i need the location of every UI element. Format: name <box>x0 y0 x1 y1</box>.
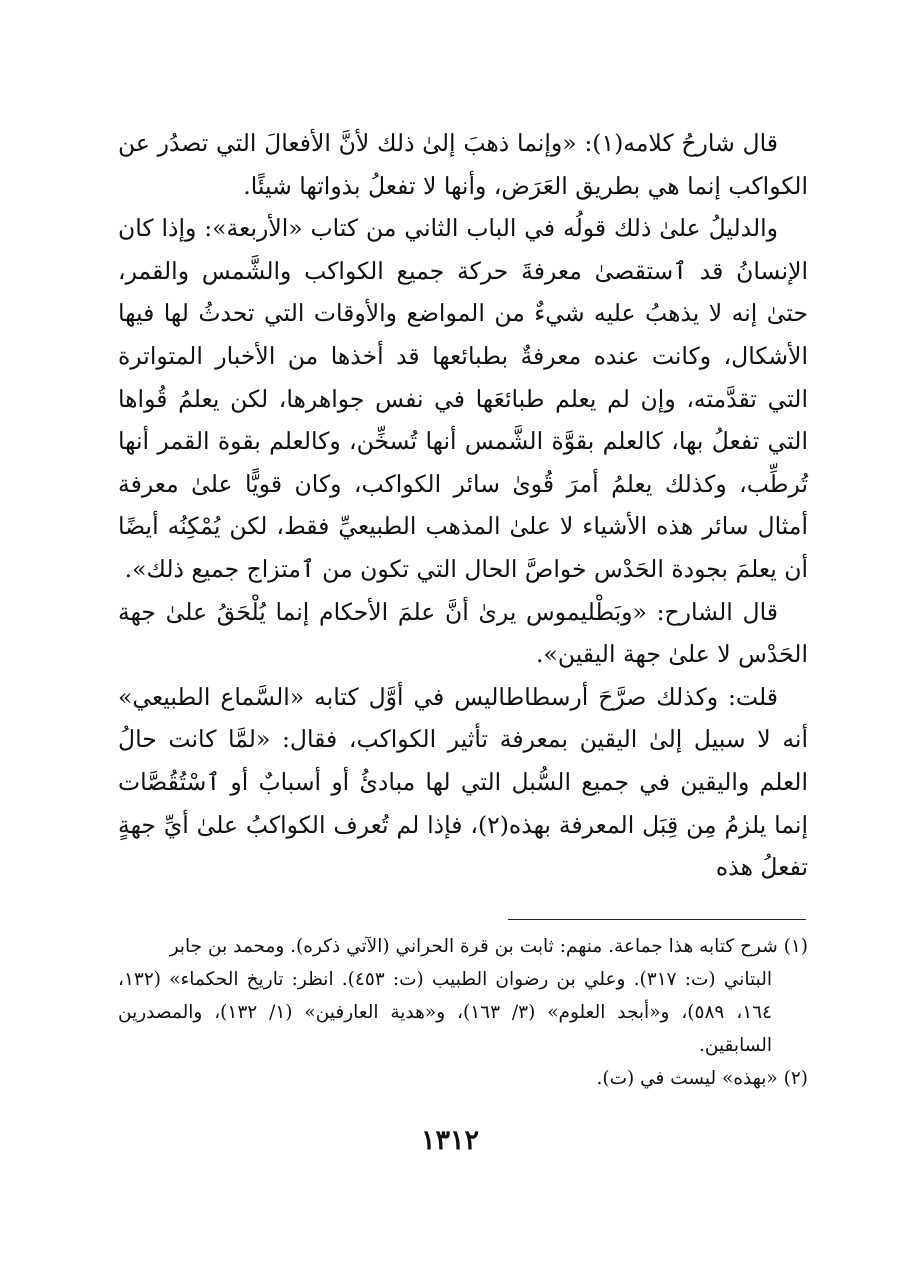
page-number: ١٣١٢ <box>420 1125 479 1156</box>
main-text <box>118 122 808 889</box>
paragraph-3: قال الشارح: «وبَطْليموس يرىٰ أنَّ علمَ الأحكام إنما يُلْحَقُ علىٰ جهة الحَدْس لا علىٰ جهة اليقين». <box>118 597 808 669</box>
footnotes <box>118 930 808 1095</box>
paragraph-4: قلت: وكذلك صرَّحَ أرسطاطاليس في أوَّل كتابه «السَّماع الطبيعي» أنه لا سبيل إلىٰ اليقين بمعرفة تأثير الكواكب، فقال: «لمَّا كانت حالُ العلم واليقين في جميع السُّبل التي لها مبادئُ أو أسبابٌ أو ٱسْتُقُصَّات إنما يلزمُ مِن قِبَل المعرفة بهذه(٢)، فإذا لم تُعرف الكواكبُ علىٰ أيِّ جهةٍ تفعلُ هذه <box>118 682 808 882</box>
footnote-2: (٢) «بهذه» ليست في (ت). <box>596 1068 808 1089</box>
paragraph-2: والدليلُ علىٰ ذلك قولُه في الباب الثاني من كتاب «الأربعة»: وإذا كان الإنسانُ قد ٱستقصىٰ معرفةَ حركة جميع الكواكب والشَّمس والقمر، حتىٰ إنه لا يذهبُ عليه شيءٌ من المواضع والأوقات التي تحدثُ لها فيها الأشكال، وكانت عنده معرفةٌ بطبائعها قد أخذها من الأخبار المتواترة التي تقدَّمته، وإن لم يعلم طبائعَها في نفس جواهرها، لكن يعلمُ قُواها التي تفعلُ بها، كالعلم بقوَّة الشَّمس أنها تُسخِّن، وكالعلم بقوة القمر أنها تُرطِّب، وكذلك يعلمُ أمرَ قُوىٰ سائر الكواكب، وكان قويًّا علىٰ معرفة أمثال سائر هذه الأشياء لا علىٰ المذهب الطبيعيِّ فقط، لكن يُمْكِنُه أيضًا أن يعلمَ بجودة الحَدْس خواصَّ الحال التي تكون من ٱمتزاج جميع ذلك». <box>118 214 808 583</box>
footnote-separator <box>508 919 806 920</box>
footnote-1-continuation: البتاني (ت: ٣١٧). وعلي بن رضوان الطبيب (ت: ٤٥٣). انظر: تاريخ الحكماء» (١٣٢، ١٦٤، ٥٨٩)، و«أبجد العلوم» (٣/ ١٦٣)، و«هدية العارفين» (١/ ١٣٢)، والمصدرين السابقين. <box>118 969 772 1056</box>
footnote-1-first-line: (١) شرح كتابه هذا جماعة. منهم: ثابت بن قرة الحراني (الآتي ذكره). ومحمد بن جابر <box>169 936 808 957</box>
paragraph-1: قال شارحُ كلامه(١): «وإنما ذهبَ إلىٰ ذلك لأنَّ الأفعالَ التي تصدُر عن الكواكب إنما هي بطريق العَرَض، وأنها لا تفعلُ بذواتها شيئًا. <box>118 129 808 200</box>
